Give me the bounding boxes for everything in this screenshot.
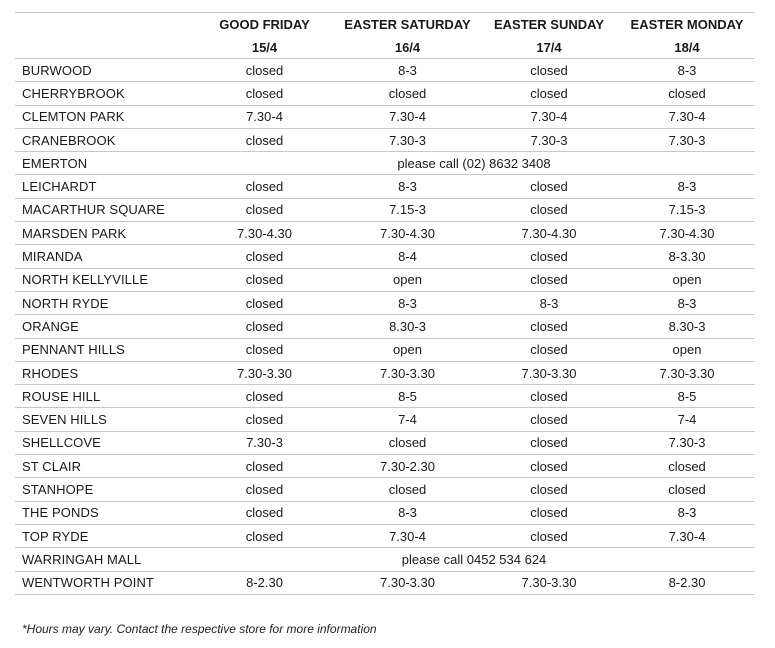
store-name: ROUSE HILL (15, 385, 193, 408)
store-name: RHODES (15, 361, 193, 384)
table-row (15, 338, 755, 361)
header-date: 15/4 (193, 36, 336, 59)
hours-cell: closed (479, 315, 619, 338)
hours-cell: 7.30-4.30 (479, 222, 619, 245)
hours-cell: 8-5 (336, 385, 479, 408)
hours-cell: 7.30-3.30 (479, 361, 619, 384)
table-row (15, 524, 755, 547)
hours-cell: closed (193, 291, 336, 314)
table-row (15, 431, 755, 454)
hours-cell: open (336, 268, 479, 291)
hours-cell: 7.30-4 (479, 105, 619, 128)
header-date-row (15, 36, 755, 59)
hours-cell: 8-3 (336, 291, 479, 314)
hours-cell: 7.30-3.30 (193, 361, 336, 384)
hours-cell: 7.30-3 (336, 128, 479, 151)
hours-cell: 8-2.30 (193, 571, 336, 594)
hours-cell: closed (193, 408, 336, 431)
hours-cell: closed (479, 408, 619, 431)
hours-cell: closed (619, 82, 755, 105)
hours-cell: 8-3 (336, 175, 479, 198)
hours-cell: open (619, 268, 755, 291)
hours-cell: 8-3.30 (619, 245, 755, 268)
store-name: NORTH KELLYVILLE (15, 268, 193, 291)
store-name: ST CLAIR (15, 455, 193, 478)
header-corner (15, 36, 193, 59)
hours-cell: closed (479, 338, 619, 361)
store-name: BURWOOD (15, 59, 193, 82)
hours-cell: closed (479, 431, 619, 454)
table-row (15, 571, 755, 594)
hours-cell: 8-3 (336, 501, 479, 524)
hours-cell: closed (336, 82, 479, 105)
store-rows (15, 59, 755, 595)
hours-cell: closed (479, 59, 619, 82)
hours-cell: open (619, 338, 755, 361)
hours-cell: closed (193, 315, 336, 338)
hours-cell: closed (193, 338, 336, 361)
table-row (15, 175, 755, 198)
hours-cell: 7-4 (619, 408, 755, 431)
hours-cell: 8-3 (479, 291, 619, 314)
hours-cell: 8-3 (619, 175, 755, 198)
hours-cell: 8-2.30 (619, 571, 755, 594)
hours-cell: closed (193, 455, 336, 478)
hours-cell: 7.15-3 (336, 198, 479, 221)
hours-cell: 7-4 (336, 408, 479, 431)
header-day-name: EASTER SATURDAY (336, 13, 479, 37)
hours-cell: 7.30-4 (336, 524, 479, 547)
header-date: 17/4 (479, 36, 619, 59)
store-name: EMERTON (15, 152, 193, 175)
store-name: CHERRYBROOK (15, 82, 193, 105)
store-name: NORTH RYDE (15, 291, 193, 314)
table-row (15, 548, 755, 571)
store-name: CRANEBROOK (15, 128, 193, 151)
store-name: SEVEN HILLS (15, 408, 193, 431)
hours-cell: 7.30-4.30 (336, 222, 479, 245)
hours-cell: 7.30-4 (336, 105, 479, 128)
header-date: 18/4 (619, 36, 755, 59)
hours-cell: 7.30-3 (619, 431, 755, 454)
hours-cell: 7.30-3 (619, 128, 755, 151)
store-name: SHELLCOVE (15, 431, 193, 454)
table-row (15, 105, 755, 128)
hours-cell: closed (479, 268, 619, 291)
store-name: WARRINGAH MALL (15, 548, 193, 571)
hours-cell: open (336, 338, 479, 361)
table-row (15, 268, 755, 291)
hours-cell: closed (619, 478, 755, 501)
table-row (15, 198, 755, 221)
header-corner (15, 13, 193, 37)
table-row (15, 245, 755, 268)
store-call-note: please call (02) 8632 3408 (193, 152, 755, 175)
hours-cell: 8-5 (619, 385, 755, 408)
header-day-name: EASTER SUNDAY (479, 13, 619, 37)
store-name: MARSDEN PARK (15, 222, 193, 245)
hours-cell: closed (193, 524, 336, 547)
table-row (15, 478, 755, 501)
store-name: MIRANDA (15, 245, 193, 268)
hours-cell: 7.30-3.30 (336, 571, 479, 594)
hours-cell: 7.30-4 (619, 105, 755, 128)
store-name: LEICHARDT (15, 175, 193, 198)
hours-cell: 7.30-3.30 (479, 571, 619, 594)
hours-cell: closed (193, 268, 336, 291)
store-call-note: please call 0452 534 624 (193, 548, 755, 571)
store-name: PENNANT HILLS (15, 338, 193, 361)
hours-cell: closed (193, 128, 336, 151)
hours-cell: closed (479, 198, 619, 221)
hours-cell: closed (193, 385, 336, 408)
hours-cell: closed (193, 82, 336, 105)
hours-cell: 8.30-3 (336, 315, 479, 338)
hours-cell: closed (619, 455, 755, 478)
table-row (15, 361, 755, 384)
hours-cell: 7.30-3 (193, 431, 336, 454)
table-row (15, 59, 755, 82)
table-row (15, 408, 755, 431)
header-day-name: GOOD FRIDAY (193, 13, 336, 37)
hours-cell: closed (479, 82, 619, 105)
hours-cell: 7.30-4 (619, 524, 755, 547)
header-date: 16/4 (336, 36, 479, 59)
hours-cell: closed (336, 478, 479, 501)
hours-cell: 7.30-4.30 (193, 222, 336, 245)
table-row (15, 315, 755, 338)
hours-cell: closed (193, 245, 336, 268)
store-name: MACARTHUR SQUARE (15, 198, 193, 221)
table-row (15, 501, 755, 524)
hours-cell: 7.30-3.30 (336, 361, 479, 384)
store-name: THE PONDS (15, 501, 193, 524)
table-row (15, 455, 755, 478)
hours-cell: 8-3 (619, 291, 755, 314)
store-name: WENTWORTH POINT (15, 571, 193, 594)
table-row (15, 222, 755, 245)
hours-cell: 8-3 (336, 59, 479, 82)
store-name: STANHOPE (15, 478, 193, 501)
hours-cell: closed (193, 501, 336, 524)
hours-cell: 7.15-3 (619, 198, 755, 221)
hours-cell: 7.30-4 (193, 105, 336, 128)
table-row (15, 152, 755, 175)
hours-cell: closed (193, 478, 336, 501)
header-day-row (15, 13, 755, 37)
hours-cell: closed (479, 478, 619, 501)
table-row (15, 385, 755, 408)
hours-cell: 7.30-3 (479, 128, 619, 151)
hours-cell: closed (479, 501, 619, 524)
hours-cell: closed (336, 431, 479, 454)
hours-cell: 8-3 (619, 59, 755, 82)
easter-trading-hours-table (15, 12, 755, 595)
footnote: *Hours may vary. Contact the respective store for more information (22, 622, 377, 636)
hours-cell: closed (479, 524, 619, 547)
table-row (15, 291, 755, 314)
hours-cell: closed (193, 198, 336, 221)
hours-cell: closed (193, 175, 336, 198)
header-day-name: EASTER MONDAY (619, 13, 755, 37)
hours-cell: closed (479, 245, 619, 268)
hours-cell: closed (193, 59, 336, 82)
hours-cell: 8-4 (336, 245, 479, 268)
table-row (15, 128, 755, 151)
hours-cell: 8-3 (619, 501, 755, 524)
store-name: TOP RYDE (15, 524, 193, 547)
hours-cell: 7.30-2.30 (336, 455, 479, 478)
store-name: CLEMTON PARK (15, 105, 193, 128)
hours-cell: 7.30-3.30 (619, 361, 755, 384)
hours-cell: closed (479, 385, 619, 408)
hours-cell: 7.30-4.30 (619, 222, 755, 245)
store-name: ORANGE (15, 315, 193, 338)
hours-cell: closed (479, 175, 619, 198)
table-row (15, 82, 755, 105)
hours-cell: closed (479, 455, 619, 478)
hours-cell: 8.30-3 (619, 315, 755, 338)
